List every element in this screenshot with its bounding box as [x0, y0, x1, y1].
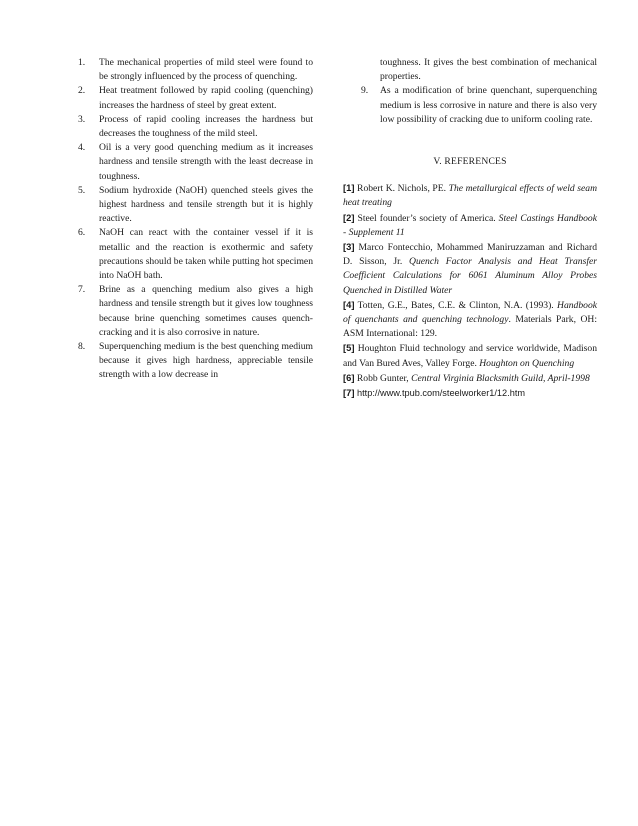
reference-url: http://www.tpub.com/steelworker1/12.htm [354, 388, 526, 399]
item-text: Oil is a very good quenching medium as it increases hardness and tensile strength with the least decrease in toughness. [99, 142, 313, 182]
item-text: As a modification of brine quenchant, superquenching medium is less corrosive in nature and there is also very low possibility of cracking due to uniform cooling rate. [380, 85, 597, 125]
item-text: Process of rapid cooling increases the hardness but decreases the toughness of the mild steel. [99, 113, 313, 140]
conclusion-item [78, 141, 313, 184]
reference-authors: Marco Fontecchio, Mohammed Maniruzzaman and Richard D. Sisson, Jr. [343, 242, 597, 268]
item-text: Heat treatment followed by rapid cooling (quenching) increases the hardness of steel by great extent. [99, 85, 313, 111]
reference-title: Houghton on Quenching [479, 357, 575, 369]
item-number: 6. [78, 227, 86, 239]
reference-details: . Materials Park, OH: ASM International: 129. [343, 314, 597, 340]
conclusion-item [78, 283, 313, 340]
item-text: The mechanical properties of mild steel were found to be strongly influenced by the process of quenching. [99, 57, 313, 83]
item-text: Brine as a quenching medium also gives a high hardness and tensile strength but it gives low toughness because brine quenching sometimes causes quench-cracking and it is also corrosive in nature. [99, 284, 313, 338]
references-list [343, 181, 597, 401]
item-number: 4. [78, 142, 86, 154]
reference-item [343, 298, 597, 342]
conclusions-list-continued [343, 84, 597, 127]
reference-authors: Houghton Fluid technology and service worldwide, Madison and Van Bured Aves, Valley Forge. [343, 343, 597, 369]
item-number: 2. [78, 85, 86, 97]
reference-title: Handbook of quenchants and quenching technology [343, 299, 597, 326]
right-column [343, 56, 597, 401]
reference-number: [4] [343, 298, 355, 310]
item-number: 7. [78, 284, 86, 296]
item-number: 9. [361, 85, 369, 97]
conclusion-item [78, 113, 313, 141]
reference-number: [3] [343, 241, 355, 253]
item-number: 8. [78, 341, 86, 353]
conclusion-item [78, 340, 313, 383]
reference-title: Central Virginia Blacksmith Guild, April-1998 [411, 372, 590, 384]
reference-item [343, 341, 597, 370]
reference-authors: Robert K. Nichols, PE. [354, 183, 449, 195]
item-number: 1. [78, 57, 86, 68]
reference-number: [7] [343, 387, 355, 399]
conclusion-item [78, 56, 313, 84]
reference-item [343, 211, 597, 240]
reference-item [343, 371, 597, 386]
conclusions-list [78, 56, 313, 383]
reference-title: Quench Factor Analysis and Heat Transfer Coefficient Calculations for 6061 Aluminum Alloy Probes Quenched in Distilled Water [343, 256, 597, 296]
reference-authors: Robb Gunter, [354, 372, 412, 384]
reference-number: [5] [343, 342, 355, 354]
conclusion-item [78, 84, 313, 112]
reference-item [343, 181, 597, 210]
conclusion-item [343, 84, 597, 127]
reference-authors: Steel founder’s society of America. [354, 212, 499, 224]
conclusion-continuation: toughness. It gives the best combination of mechanical properties. [380, 57, 597, 83]
conclusion-item [78, 226, 313, 283]
left-column [78, 56, 313, 383]
reference-number: [6] [343, 371, 355, 383]
reference-number: [2] [343, 211, 355, 223]
item-text: Superquenching medium is the best quenching medium because it gives high hardness, appreciable tensile strength with a low decrease in [99, 341, 313, 381]
reference-number: [1] [343, 182, 355, 194]
reference-authors: Totten, G.E., Bates, C.E. & Clinton, N.A. (1993). [354, 299, 558, 311]
item-number: 5. [78, 184, 86, 196]
item-text: Sodium hydroxide (NaOH) quenched steels gives the highest hardness and tensile strength but it is highly reactive. [99, 184, 313, 225]
reference-item [343, 240, 597, 298]
item-text: NaOH can react with the container vessel if it is metallic and the reaction is exothermic and safety precautions should be taken while putting hot specimen into NaOH bath. [99, 227, 313, 282]
reference-title: The metallurgical effects of weld seam heat treating [343, 183, 597, 209]
references-heading: V. REFERENCES [433, 156, 507, 168]
reference-title: Steel Castings Handbook - Supplement 11 [343, 212, 597, 238]
item-number: 3. [78, 113, 86, 125]
reference-item [343, 386, 597, 401]
conclusion-item [78, 184, 313, 227]
